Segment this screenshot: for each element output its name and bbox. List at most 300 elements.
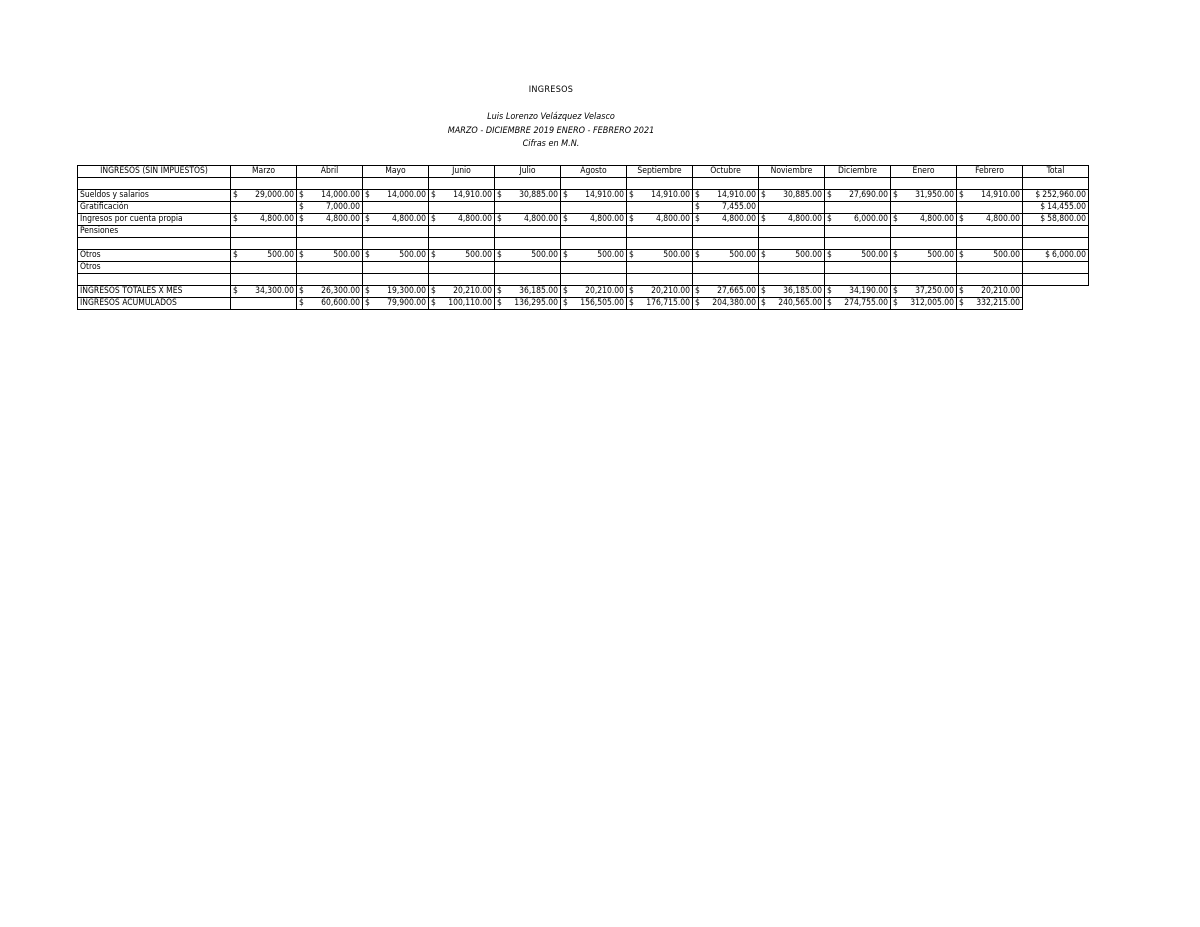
- value-cell: [429, 202, 495, 214]
- value-cell: [957, 274, 1023, 286]
- currency-symbol: $: [959, 250, 964, 260]
- currency-symbol: $: [629, 298, 634, 308]
- value-cell: [627, 190, 693, 202]
- value-cell: [363, 262, 429, 274]
- amount-value: 4,800.00: [985, 214, 1020, 224]
- value-cell: [231, 274, 297, 286]
- row-label: INGRESOS ACUMULADOS: [78, 298, 231, 310]
- row-label: [78, 274, 231, 286]
- value-cell: [957, 286, 1023, 298]
- money-amount: [761, 250, 822, 261]
- money-amount: [629, 298, 690, 309]
- money-amount: [365, 214, 426, 225]
- currency-symbol: $: [299, 298, 304, 308]
- currency-symbol: $: [827, 286, 832, 296]
- money-amount: [233, 286, 294, 297]
- money-amount: [695, 202, 756, 213]
- currency-symbol: $: [365, 214, 370, 224]
- amount-value: 4,800.00: [259, 214, 294, 224]
- value-cell: [495, 214, 561, 226]
- currency-symbol: $: [761, 190, 766, 200]
- amount-value: 252,960.00: [1042, 190, 1086, 200]
- value-cell: [1023, 262, 1089, 274]
- value-cell: [825, 250, 891, 262]
- currency-symbol: $: [827, 298, 832, 308]
- value-cell: [891, 274, 957, 286]
- value-cell: [891, 250, 957, 262]
- value-cell: [759, 178, 825, 190]
- money-amount: [1025, 214, 1086, 225]
- value-cell: [891, 262, 957, 274]
- value-cell: [429, 298, 495, 310]
- currency-symbol: $: [827, 190, 832, 200]
- money-amount: [827, 286, 888, 297]
- currency-symbol: $: [563, 190, 568, 200]
- currency-symbol: $: [365, 190, 370, 200]
- amount-value: 34,190.00: [849, 286, 888, 296]
- value-cell: [759, 250, 825, 262]
- currency-symbol: $: [431, 286, 436, 296]
- value-cell: [495, 202, 561, 214]
- currency-symbol: $: [431, 190, 436, 200]
- amount-value: 37,250.00: [915, 286, 954, 296]
- value-cell: [429, 274, 495, 286]
- amount-value: 500.00: [597, 250, 624, 260]
- value-cell: [957, 238, 1023, 250]
- amount-value: 14,910.00: [717, 190, 756, 200]
- value-cell: [561, 238, 627, 250]
- currency-symbol: $: [629, 250, 634, 260]
- value-cell: [957, 202, 1023, 214]
- value-cell: [759, 286, 825, 298]
- amount-value: 14,910.00: [981, 190, 1020, 200]
- money-amount: [695, 250, 756, 261]
- money-amount: [497, 250, 558, 261]
- column-header-marzo: Marzo: [231, 166, 297, 178]
- value-cell: [891, 190, 957, 202]
- table-header-row: [78, 166, 1089, 178]
- money-amount: [563, 286, 624, 297]
- amount-value: 4,800.00: [721, 214, 756, 224]
- currency-symbol: $: [299, 214, 304, 224]
- value-cell: [231, 190, 297, 202]
- money-amount: [497, 214, 558, 225]
- currency-symbol: $: [563, 250, 568, 260]
- money-amount: [497, 286, 558, 297]
- currency-symbol: $: [497, 298, 502, 308]
- value-cell: [495, 262, 561, 274]
- table-row: [78, 262, 1089, 274]
- money-amount: [365, 250, 426, 261]
- value-cell: [1023, 178, 1089, 190]
- amount-value: 19,300.00: [387, 286, 426, 296]
- currency-symbol: $: [959, 286, 964, 296]
- value-cell: [693, 274, 759, 286]
- amount-value: 4,800.00: [655, 214, 690, 224]
- amount-value: 14,000.00: [387, 190, 426, 200]
- value-cell: [429, 178, 495, 190]
- currency-symbol: $: [497, 190, 502, 200]
- value-cell: [231, 178, 297, 190]
- amount-value: 500.00: [267, 250, 294, 260]
- value-cell: [231, 238, 297, 250]
- value-cell: [1023, 238, 1089, 250]
- value-cell: [297, 298, 363, 310]
- row-label: Gratificación: [78, 202, 231, 214]
- currency-units-note: Cifras en M.N.: [522, 139, 580, 149]
- column-header-junio: Junio: [429, 166, 495, 178]
- amount-value: 4,800.00: [325, 214, 360, 224]
- value-cell: [759, 274, 825, 286]
- value-cell: [957, 298, 1023, 310]
- currency-symbol: $: [695, 286, 700, 296]
- money-amount: [827, 250, 888, 261]
- amount-value: 58,800.00: [1047, 214, 1086, 224]
- row-label: INGRESOS TOTALES X MES: [78, 286, 231, 298]
- value-cell: [363, 178, 429, 190]
- value-cell: [891, 298, 957, 310]
- amount-value: 4,800.00: [589, 214, 624, 224]
- amount-value: 20,210.00: [585, 286, 624, 296]
- money-amount: [893, 286, 954, 297]
- money-amount: [365, 298, 426, 309]
- money-amount: [431, 214, 492, 225]
- row-label: Pensiones: [78, 226, 231, 238]
- amount-value: 20,210.00: [651, 286, 690, 296]
- column-header-enero: Enero: [891, 166, 957, 178]
- column-header-septiembre: Septiembre: [627, 166, 693, 178]
- value-cell: [891, 238, 957, 250]
- currency-symbol: $: [761, 286, 766, 296]
- amount-value: 500.00: [993, 250, 1020, 260]
- blank-cell: [1023, 286, 1089, 298]
- value-cell: [825, 214, 891, 226]
- value-cell: [1023, 250, 1089, 262]
- value-cell: [231, 226, 297, 238]
- value-cell: [693, 250, 759, 262]
- value-cell: [627, 238, 693, 250]
- amount-value: 7,000.00: [325, 202, 360, 212]
- value-cell: [693, 202, 759, 214]
- money-amount: [431, 250, 492, 261]
- currency-symbol: $: [893, 190, 898, 200]
- currency-symbol: $: [299, 250, 304, 260]
- amount-value: 4,800.00: [787, 214, 822, 224]
- amount-value: 100,110.00: [448, 298, 492, 308]
- amount-value: 4,800.00: [391, 214, 426, 224]
- value-cell: [825, 298, 891, 310]
- column-header-abril: Abril: [297, 166, 363, 178]
- value-cell: [561, 214, 627, 226]
- value-cell: [363, 298, 429, 310]
- currency-symbol: $: [563, 286, 568, 296]
- currency-symbol: $: [695, 298, 700, 308]
- currency-symbol: $: [299, 190, 304, 200]
- value-cell: [627, 214, 693, 226]
- amount-value: 136,295.00: [514, 298, 558, 308]
- currency-symbol: $: [629, 214, 634, 224]
- money-amount: [365, 286, 426, 297]
- value-cell: [231, 202, 297, 214]
- value-cell: [297, 226, 363, 238]
- value-cell: [561, 298, 627, 310]
- value-cell: [363, 250, 429, 262]
- money-amount: [959, 298, 1020, 309]
- money-amount: [629, 214, 690, 225]
- value-cell: [627, 250, 693, 262]
- money-amount: [629, 250, 690, 261]
- amount-value: 156,505.00: [580, 298, 624, 308]
- money-amount: [893, 190, 954, 201]
- value-cell: [429, 190, 495, 202]
- amount-value: 500.00: [729, 250, 756, 260]
- row-label: [78, 238, 231, 250]
- value-cell: [1023, 190, 1089, 202]
- value-cell: [429, 214, 495, 226]
- amount-value: 26,300.00: [321, 286, 360, 296]
- value-cell: [231, 298, 297, 310]
- amount-value: 500.00: [795, 250, 822, 260]
- money-amount: [299, 214, 360, 225]
- value-cell: [561, 274, 627, 286]
- money-amount: [959, 286, 1020, 297]
- currency-symbol: $: [233, 250, 238, 260]
- value-cell: [957, 250, 1023, 262]
- value-cell: [363, 202, 429, 214]
- value-cell: [363, 274, 429, 286]
- money-amount: [497, 190, 558, 201]
- money-amount: [563, 214, 624, 225]
- currency-symbol: $: [365, 298, 370, 308]
- value-cell: [891, 202, 957, 214]
- value-cell: [693, 286, 759, 298]
- row-label: Ingresos por cuenta propia: [78, 214, 231, 226]
- value-cell: [297, 286, 363, 298]
- money-amount: [629, 190, 690, 201]
- value-cell: [1023, 202, 1089, 214]
- value-cell: [759, 238, 825, 250]
- table-row: [78, 238, 1089, 250]
- money-amount: [1025, 202, 1086, 213]
- amount-value: 500.00: [399, 250, 426, 260]
- value-cell: [825, 190, 891, 202]
- money-amount: [233, 250, 294, 261]
- money-amount: [299, 250, 360, 261]
- value-cell: [891, 286, 957, 298]
- value-cell: [891, 178, 957, 190]
- row-label: [78, 178, 231, 190]
- value-cell: [297, 202, 363, 214]
- value-cell: [693, 190, 759, 202]
- money-amount: [761, 286, 822, 297]
- value-cell: [759, 262, 825, 274]
- value-cell: [759, 190, 825, 202]
- money-amount: [1025, 190, 1086, 201]
- table-row: [78, 190, 1089, 202]
- blank-cell: [1023, 298, 1089, 310]
- amount-value: 332,215.00: [976, 298, 1020, 308]
- money-amount: [959, 214, 1020, 225]
- money-amount: [761, 298, 822, 309]
- value-cell: [891, 214, 957, 226]
- money-amount: [827, 298, 888, 309]
- amount-value: 14,910.00: [585, 190, 624, 200]
- currency-symbol: $: [563, 298, 568, 308]
- currency-symbol: $: [1040, 202, 1046, 212]
- currency-symbol: $: [299, 286, 304, 296]
- amount-value: 14,910.00: [651, 190, 690, 200]
- table-row: [78, 202, 1089, 214]
- value-cell: [495, 178, 561, 190]
- column-header-mayo: Mayo: [363, 166, 429, 178]
- amount-value: 14,000.00: [321, 190, 360, 200]
- column-header-concept: INGRESOS (SIN IMPUESTOS): [78, 166, 231, 178]
- value-cell: [825, 202, 891, 214]
- currency-symbol: $: [497, 250, 502, 260]
- money-amount: [563, 190, 624, 201]
- value-cell: [297, 262, 363, 274]
- amount-value: 204,380.00: [712, 298, 756, 308]
- money-amount: [563, 250, 624, 261]
- amount-value: 500.00: [861, 250, 888, 260]
- value-cell: [231, 286, 297, 298]
- value-cell: [495, 274, 561, 286]
- amount-value: 29,000.00: [255, 190, 294, 200]
- money-amount: [695, 190, 756, 201]
- money-amount: [959, 250, 1020, 261]
- income-table: [77, 165, 1089, 310]
- value-cell: [891, 226, 957, 238]
- value-cell: [561, 286, 627, 298]
- value-cell: [429, 262, 495, 274]
- table-row: [78, 298, 1089, 310]
- currency-symbol: $: [695, 190, 700, 200]
- currency-symbol: $: [893, 214, 898, 224]
- value-cell: [231, 250, 297, 262]
- money-amount: [365, 190, 426, 201]
- value-cell: [1023, 226, 1089, 238]
- column-header-noviembre: Noviembre: [759, 166, 825, 178]
- value-cell: [429, 238, 495, 250]
- currency-symbol: $: [1040, 214, 1046, 224]
- column-header-diciembre: Diciembre: [825, 166, 891, 178]
- currency-symbol: $: [431, 214, 436, 224]
- value-cell: [957, 226, 1023, 238]
- currency-symbol: $: [365, 250, 370, 260]
- value-cell: [297, 178, 363, 190]
- amount-value: 27,690.00: [849, 190, 888, 200]
- value-cell: [627, 178, 693, 190]
- value-cell: [627, 262, 693, 274]
- value-cell: [363, 238, 429, 250]
- money-amount: [431, 190, 492, 201]
- money-amount: [299, 298, 360, 309]
- column-header-total: Total: [1023, 166, 1089, 178]
- money-amount: [299, 286, 360, 297]
- value-cell: [693, 238, 759, 250]
- value-cell: [495, 226, 561, 238]
- money-amount: [233, 190, 294, 201]
- money-amount: [761, 214, 822, 225]
- amount-value: 4,800.00: [457, 214, 492, 224]
- value-cell: [561, 262, 627, 274]
- money-amount: [431, 286, 492, 297]
- money-amount: [959, 190, 1020, 201]
- amount-value: 6,000.00: [1051, 250, 1086, 260]
- currency-symbol: $: [827, 250, 832, 260]
- value-cell: [693, 178, 759, 190]
- amount-value: 31,950.00: [915, 190, 954, 200]
- value-cell: [297, 190, 363, 202]
- value-cell: [627, 226, 693, 238]
- amount-value: 176,715.00: [646, 298, 690, 308]
- money-amount: [299, 202, 360, 213]
- amount-value: 500.00: [333, 250, 360, 260]
- value-cell: [363, 226, 429, 238]
- value-cell: [825, 286, 891, 298]
- money-amount: [629, 286, 690, 297]
- money-amount: [695, 214, 756, 225]
- money-amount: [827, 214, 888, 225]
- value-cell: [825, 226, 891, 238]
- value-cell: [561, 226, 627, 238]
- currency-symbol: $: [959, 190, 964, 200]
- document-title: INGRESOS: [528, 85, 574, 95]
- amount-value: 312,005.00: [910, 298, 954, 308]
- amount-value: 30,885.00: [783, 190, 822, 200]
- currency-symbol: $: [233, 286, 238, 296]
- value-cell: [957, 262, 1023, 274]
- value-cell: [957, 190, 1023, 202]
- currency-symbol: $: [497, 214, 502, 224]
- value-cell: [363, 286, 429, 298]
- money-amount: [695, 298, 756, 309]
- table-row: [78, 274, 1089, 286]
- value-cell: [429, 286, 495, 298]
- value-cell: [1023, 214, 1089, 226]
- value-cell: [825, 274, 891, 286]
- currency-symbol: $: [563, 214, 568, 224]
- amount-value: 20,210.00: [453, 286, 492, 296]
- currency-symbol: $: [959, 214, 964, 224]
- table-row: [78, 178, 1089, 190]
- table-row: [78, 250, 1089, 262]
- amount-value: 79,900.00: [387, 298, 426, 308]
- money-amount: [299, 190, 360, 201]
- currency-symbol: $: [695, 202, 700, 212]
- currency-symbol: $: [1035, 190, 1041, 200]
- money-amount: [497, 298, 558, 309]
- value-cell: [825, 262, 891, 274]
- value-cell: [957, 178, 1023, 190]
- column-header-agosto: Agosto: [561, 166, 627, 178]
- value-cell: [627, 286, 693, 298]
- table-row: [78, 226, 1089, 238]
- table-row: [78, 286, 1089, 298]
- money-amount: [233, 214, 294, 225]
- amount-value: 36,185.00: [783, 286, 822, 296]
- value-cell: [957, 214, 1023, 226]
- amount-value: 240,565.00: [778, 298, 822, 308]
- value-cell: [627, 274, 693, 286]
- value-cell: [759, 298, 825, 310]
- money-amount: [1025, 250, 1086, 261]
- row-label: Otros: [78, 250, 231, 262]
- value-cell: [429, 250, 495, 262]
- value-cell: [429, 226, 495, 238]
- value-cell: [363, 214, 429, 226]
- amount-value: 500.00: [927, 250, 954, 260]
